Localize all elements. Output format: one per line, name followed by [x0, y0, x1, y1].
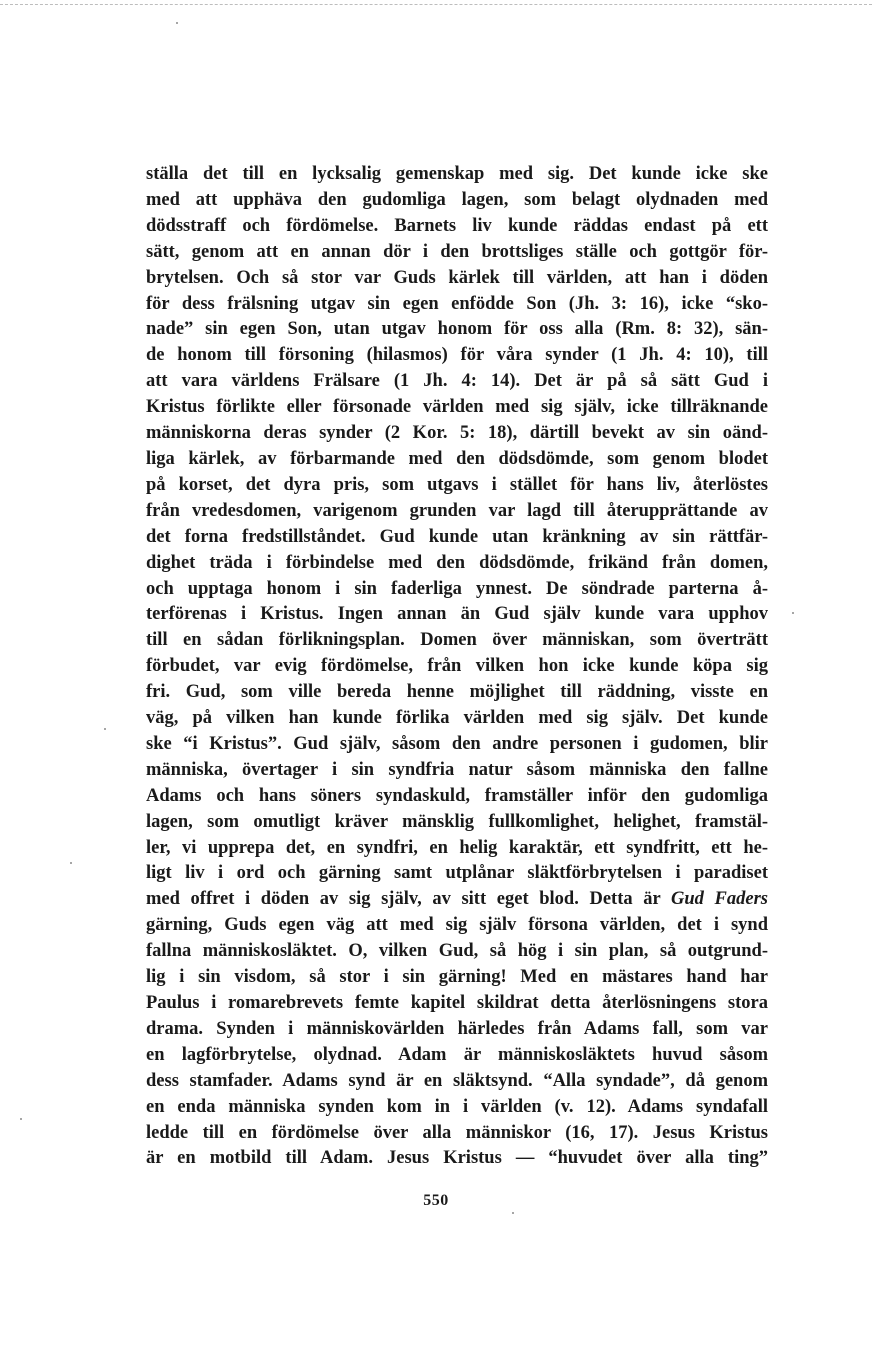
text-line: en enda människa synden kom in i världen (v. 12). Adams syndafall [146, 1096, 768, 1117]
text-line: gärning, Guds egen väg att med sig själv försona världen, det i synd [146, 915, 768, 936]
text-line: för dess frälsning utgav sin egen enfödde Son (Jh. 3: 16), icke “sko- [146, 293, 768, 314]
text-line: ske “i Kristus”. Gud själv, såsom den andre personen i gudomen, blir [146, 733, 768, 754]
text-line: Adams och hans söners syndaskuld, framställer inför den gudomliga [146, 785, 768, 806]
scan-speck [176, 22, 178, 24]
text-line: ler, vi upprepa det, en syndfri, en helig karaktär, ett syndfritt, ett he- [146, 837, 768, 858]
scan-speck [70, 862, 72, 864]
text-line: ledde till en fördömelse över alla människor (16, 17). Jesus Kristus [146, 1122, 768, 1143]
text-line: sätt, genom att en annan dör i den brottsliges ställe och gottgör för- [146, 241, 768, 262]
text-line: Kristus förlikte eller försonade världen med sig själv, icke tillräknande [146, 397, 768, 418]
text-line: ligt liv i ord och gärning samt utplånar släktförbrytelsen i paradiset [146, 863, 768, 884]
text-line: drama. Synden i människovärlden härledes från Adams fall, som var [146, 1018, 768, 1039]
top-scan-border [0, 4, 872, 5]
text-line [146, 887, 768, 913]
text-line: en lagförbrytelse, olydnad. Adam är människosläktets huvud såsom [146, 1044, 768, 1065]
text-line: med att upphäva den gudomliga lagen, som belagt olydnaden med [146, 189, 768, 210]
text-line: nade” sin egen Son, utan utgav honom för oss alla (Rm. 8: 32), sän- [146, 319, 768, 340]
text-line: dödsstraff och fördömelse. Barnets liv kunde räddas endast på ett [146, 215, 768, 236]
text-line: terförenas i Kristus. Ingen annan än Gud själv kunde vara upphov [146, 604, 768, 625]
scan-speck [792, 612, 794, 614]
text-line: på korset, det dyra pris, som utgavs i stället för hans liv, återlöstes [146, 474, 768, 495]
text-line: Paulus i romarebrevets femte kapitel skildrat detta återlösningens stora [146, 993, 768, 1013]
scan-speck [20, 1118, 22, 1120]
scan-speck [512, 1212, 514, 1214]
body-text [146, 162, 768, 1172]
text-line: förbudet, var evig fördömelse, från vilken hon icke kunde köpa sig [146, 656, 768, 677]
text-line: till en sådan förlikningsplan. Domen över människan, som överträtt [146, 630, 768, 651]
text-line: lig i sin visdom, så stor i sin gärning! Med en mästares hand har [146, 967, 768, 988]
text-line: fri. Gud, som ville bereda henne möjlighet till räddning, visste en [146, 682, 768, 703]
text-line: de honom till försoning (hilasmos) för våra synder (1 Jh. 4: 10), till [146, 345, 768, 366]
text-line: och upptaga honom i sin faderliga ynnest. De söndrade parterna å- [146, 578, 768, 599]
text-line: lagen, som omutligt kräver mänsklig fullkomlighet, helighet, framstäl- [146, 811, 768, 832]
text-line-segment: med offret i döden av sig själv, av sitt eget blod. Detta är [146, 889, 672, 910]
text-line: väg, på vilken han kunde förlika världen med sig själv. Det kunde [146, 708, 768, 729]
text-line: är en motbild till Adam. Jesus Kristus — “huvudet över alla ting” [146, 1148, 768, 1169]
text-line: från vredesdomen, varigenom grunden var lagd till återupprättande av [146, 500, 768, 521]
text-line: ställa det till en lycksalig gemenskap med sig. Det kunde icke ske [146, 164, 768, 184]
text-line: dess stamfader. Adams synd är en släktsynd. “Alla syndade”, då genom [146, 1070, 768, 1091]
text-line: människorna deras synder (2 Kor. 5: 18), därtill bevekt av sin oänd- [146, 423, 768, 444]
scan-speck [104, 728, 106, 730]
italic-phrase: Gud Faders [671, 889, 768, 910]
page-number: 550 [423, 1192, 449, 1209]
text-line: dighet träda i förbindelse med den dödsdömde, frikänd från domen, [146, 552, 768, 573]
text-line: liga kärlek, av förbarmande med den dödsdömde, som genom blodet [146, 448, 768, 469]
text-line: fallna människosläktet. O, vilken Gud, så hög i sin plan, så outgrund- [146, 941, 768, 962]
text-line: människa, övertager i sin syndfria natur såsom människa den fallne [146, 759, 768, 780]
text-line: det forna fredstillståndet. Gud kunde utan kränkning av sin rättfär- [146, 526, 768, 547]
text-line: att vara världens Frälsare (1 Jh. 4: 14). Det är på så sätt Gud i [146, 371, 768, 392]
text-line: brytelsen. Och så stor var Guds kärlek till världen, att han i döden [146, 267, 768, 288]
